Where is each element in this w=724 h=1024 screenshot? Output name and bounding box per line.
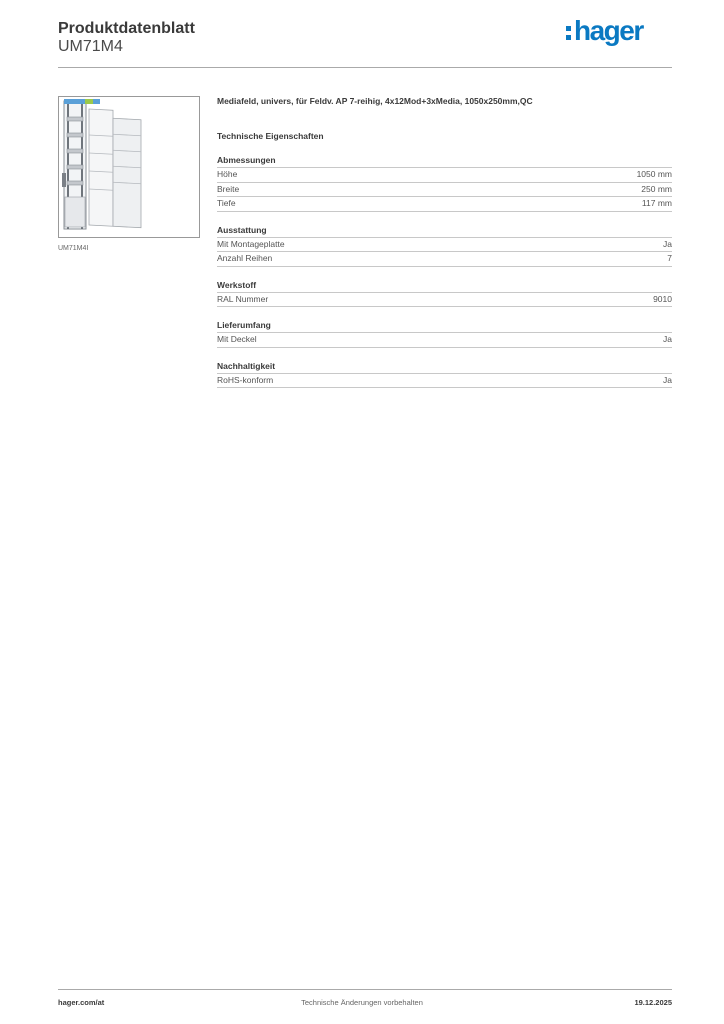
spec-value: Ja [663,334,672,344]
section-heading: Nachhaltigkeit [217,361,672,374]
spec-label: Anzahl Reihen [217,253,273,263]
section-heading: Ausstattung [217,225,672,238]
hager-logo [566,15,643,47]
spec-row [217,183,672,198]
spec-label: RoHS-konform [217,374,274,385]
page-title: Produktdatenblatt [58,20,195,37]
technical-title: Technische Eigenschaften [217,131,324,141]
spec-row [217,293,672,308]
spec-row [217,238,672,253]
section-abmessungen [217,155,672,212]
footer-date: 19.12.2025 [634,998,672,1007]
section-heading: Werkstoff [217,280,672,293]
product-description: Mediafeld, univers, für Feldv. AP 7-reihig, 4x12Mod+3xMedia, 1050x250mm,QC [217,96,533,106]
spec-row [217,197,672,212]
spec-label: Breite [217,183,240,194]
product-image [58,96,200,238]
spec-value: 9010 [653,293,672,304]
spec-value: Ja [663,238,672,249]
section-lieferumfang [217,320,672,348]
logo-text: hager [574,15,643,46]
spec-value: Ja [663,374,672,385]
spec-value: 1050 mm [636,169,672,179]
section-heading: Abmessungen [217,155,672,168]
footer-note: Technische Änderungen vorbehalten [301,998,423,1007]
distribution-board-icon [59,97,199,237]
section-nachhaltigkeit [217,361,672,389]
spec-label: Tiefe [217,198,236,208]
spec-value: 250 mm [641,183,672,194]
spec-label: RAL Nummer [217,293,269,304]
spec-label: Höhe [217,169,238,179]
spec-value: 117 mm [641,198,672,208]
image-caption: UM71M4I [58,245,89,252]
spec-row [217,333,672,348]
section-ausstattung [217,225,672,267]
spec-row [217,252,672,267]
spec-label: Mit Deckel [217,334,257,344]
logo-dots-icon [566,26,571,40]
footer-divider [58,989,672,990]
footer-website-link[interactable]: hager.com/at [58,998,105,1007]
spec-row [217,374,672,389]
header-divider [58,67,672,68]
spec-value: 7 [667,253,672,263]
section-werkstoff [217,280,672,308]
product-code: UM71M4 [58,38,123,55]
section-heading: Lieferumfang [217,320,672,333]
spec-label: Mit Montageplatte [217,238,285,249]
spec-row [217,168,672,183]
product-details [217,96,672,388]
